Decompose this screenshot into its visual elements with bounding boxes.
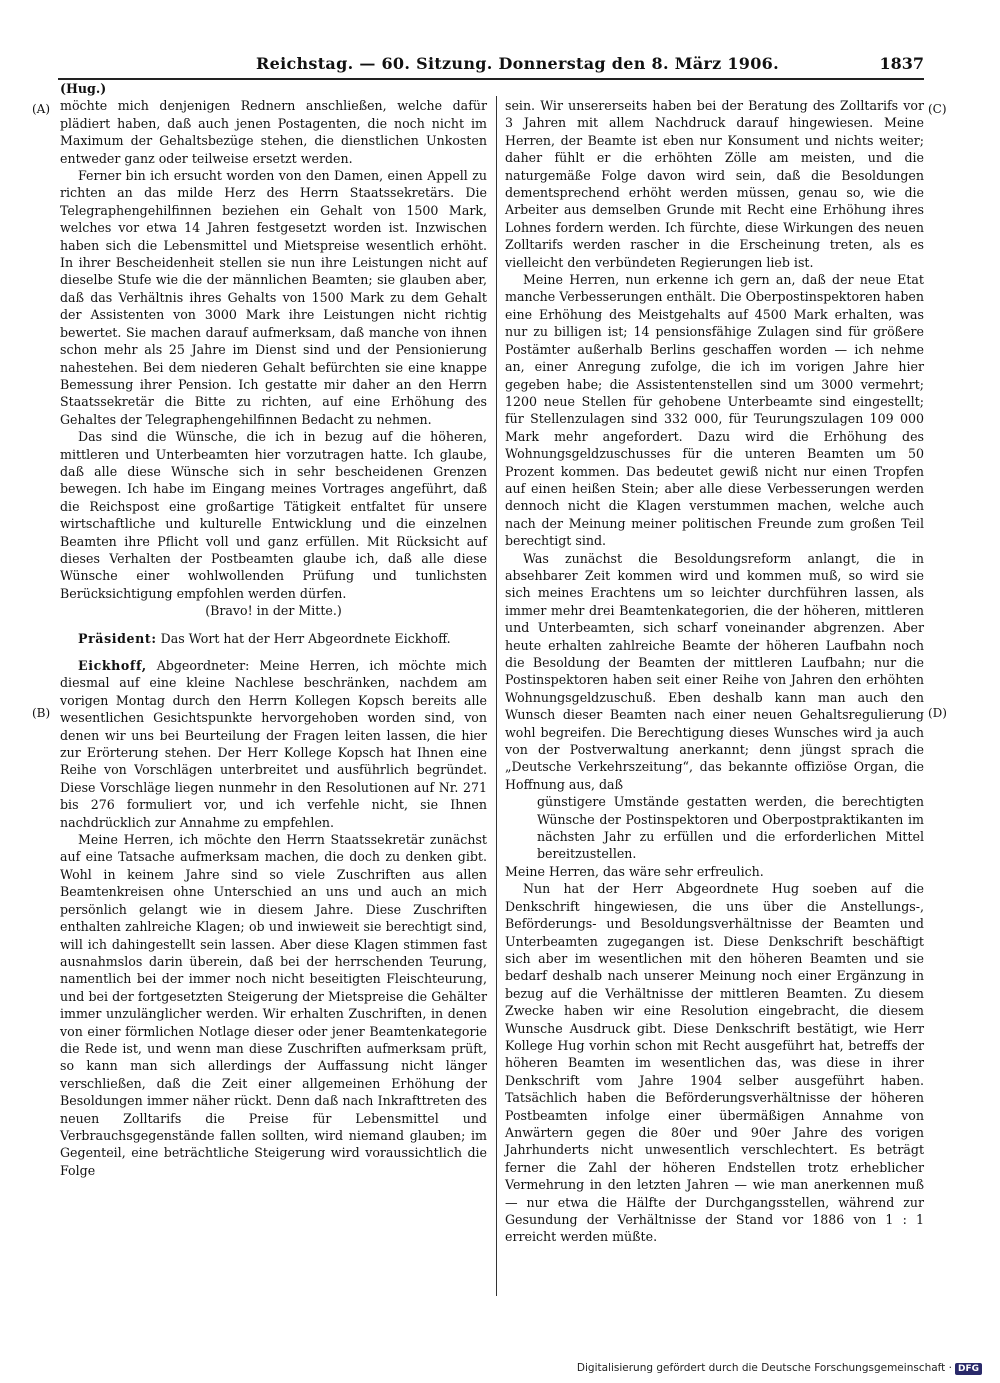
applause-note: (Bravo! in der Mitte.) [205, 603, 342, 619]
margin-marker-c: (C) [928, 102, 947, 116]
eickhoff-statement [60, 657, 487, 831]
running-title: Reichstag. — 60. Sitzung. Donnerstag den 8. März 1906. [256, 54, 779, 73]
left-column [60, 80, 487, 1179]
margin-marker-a: (A) [32, 102, 51, 116]
footer-text: Digitalisierung gefördert durch die Deutsche Forschungsgemeinschaft · [576, 1362, 952, 1374]
president-statement [60, 630, 487, 647]
paragraph: Das sind die Wünsche, die ich in bezug auf die höheren, mittleren und Unterbeamten hier vorzutragen hatte. Ich glaube, daß alle diese Wünsche sich in sehr bescheidenen Grenzen bewegen. Ich habe im Eingang meines Vortrages angeführt, daß die Reichspost eine großartige Tätigkeit entfaltet für unsere wirtschaftliche und kulturelle Entwicklung und die einzelnen Beamten ihre Pflicht voll und ganz erfüllen. Mit Rücksicht auf dieses Verhalten der Postbeamten glaube ich, daß alle diese Wünsche einer wohlwollenden Prüfung und tunlichsten Berücksichtigung empfohlen werden dürfen. [60, 429, 487, 601]
margin-marker-d: (D) [928, 706, 947, 720]
paragraph: möchte mich denjenigen Rednern anschließen, welche dafür plädiert haben, daß auch jenen Postagenten, die noch nicht im Maximum der Gehaltsbezüge stehen, die dienstlichen Unkosten entweder ganz oder teilweise ersetzt werden. [60, 98, 487, 166]
digitization-credit [577, 1362, 982, 1375]
right-column [505, 80, 924, 1246]
president-label: Präsident: [78, 630, 157, 646]
paragraph: Ferner bin ich ersucht worden von den Damen, einen Appell zu richten an das milde Herz des Herrn Staatssekretärs. Die Telegraphengehilfinnen beziehen ein Gehalt von 1500 Mark, welches vor etwa 14 Jahren festgesetzt worden ist. Inzwischen haben sich die Lebensmittel und Mietspreise wesentlich erhöht. In ihrer Bescheidenheit stellen sie nun ihre Leistungen nicht auf dieselbe Stufe wie die der männlichen Beamten; sie glauben aber, daß das Verhältnis ihres Gehalts von 1500 Mark zu dem Gehalt der Assistenten von 3000 Mark ihre Leistungen nicht richtig bewertet. Sie machen darauf aufmerksam, daß manche von ihnen schon mehr als 25 Jahre im Dienst sind und der Pensionierung nahestehen. Bei dem niederen Gehalt befürchten sie eine knappe Bemessung ihrer Pension. Ich gestatte mir daher an den Herrn Staatssekretär die Bitte zu richten, auf eine Erhöhung des Gehaltes der Telegraphengehilfinnen Bedacht zu nehmen. [60, 168, 487, 427]
paragraph: Nun hat der Herr Abgeordnete Hug soeben auf die Denkschrift hingewiesen, die uns über die Anstellungs-, Beförderungs- und Besoldungsverhältnisse der Beamten und Unterbeamten zugegangen ist. Diese Denkschrift beschäftigt sich aber im wesentlichen mit den höheren Beamten und sie bedarf deshalb nach unserer Meinung noch einer Ergänzung in bezug auf die Verhältnisse der mittleren Beamten. Zu diesem Zwecke haben wir eine Resolution eingebracht, die diesem Wunsche Ausdruck gibt. Diese Denkschrift bestätigt, wie Herr Kollege Hug vorhin schon mit Recht ausgeführt hat, betreffs der höheren Beamten im wesentlichen das, was diese in ihrer Denkschrift vom Jahre 1904 selber ausgeführt haben. Tatsächlich haben die Beförderungsverhältnisse der höheren Postbeamten infolge einer übermäßigen Annahme von Anwärtern gegen die 80er und 90er Jahre des vorigen Jahrhunderts nicht unwesentlich verschlechtert. Es beträgt ferner die Zahl der höheren Endstellen trotz erheblicher Vermehrung in den letzten Jahren — wie man anerkennen muß — nur etwa die Hälfte der Durchgangsstellen, während zur Gesundung der Verhältnisse der Stand vor 1886 von 1 : 1 erreicht werden müßte. [505, 881, 924, 1245]
eickhoff-label: Eickhoff, [78, 658, 147, 673]
page-number: 1837 [879, 54, 924, 73]
eickhoff-text: Abgeordneter: Meine Herren, ich möchte mich diesmal auf eine kleine Nachlese beschränken, nachdem am vorigen Montag durch den Herrn Kollegen Kopsch bereits alle wesentlichen Gesichtspunkte hervorgehoben worden sind, von denen wir uns bei Beurteilung der Fragen leiten lassen, die hier zur Erörterung stehen. Der Herr Kollege Kopsch hat Ihnen eine Reihe von Vorschlägen unterbreitet und ausführlich begründet. Diese Vorschläge liegen nunmehr in den Resolutionen auf Nr. 271 bis 276 formuliert vor, und ich verfehle nicht, sie Ihnen nachdrücklich zur Annahme zu empfehlen. [60, 658, 487, 830]
column-divider [496, 96, 497, 1296]
page-header [0, 52, 1000, 80]
paragraph: Meine Herren, ich möchte den Herrn Staatssekretär zunächst auf eine Tatsache aufmerksam machen, die doch zu denken gibt. Wohl in keinem Jahre sind so viele Zuschriften aus allen Beamtenkreisen ohne Unterschied an uns und auch an mich persönlich gelangt wie in diesem Jahre. Diese Zuschriften enthalten zahlreiche Klagen; ob und inwieweit sie berechtigt sind, will ich dahingestellt sein lassen. Aber diese Klagen stimmen fast ausnahmslos darin überein, daß bei der herrschenden Teurung, namentlich bei der immer noch nicht beseitigten Fleischteurung, und bei der fortgesetzten Steigerung der Mietspreise die Gehälter immer unzulänglicher werden. Wir erhalten Zuschriften, in denen von einer förmlichen Notlage dieser oder jener Beamtenkategorie die Rede ist, und wenn man diese Zuschriften aufmerksam prüft, so kann man sich allerdings der Auffassung nicht länger verschließen, daß die Zeit einer allgemeinen Erhöhung der Besoldungen immer näher rückt. Denn daß nach Inkrafttreten des neuen Zolltarifs die Preise für Lebensmittel und Verbrauchsgegenstände fallen sollten, wird niemand glauben; im Gegenteil, eine beträchtliche Steigerung wird voraussichtlich die Folge [60, 832, 487, 1178]
president-text: Das Wort hat der Herr Abgeordnete Eickhoff. [156, 630, 451, 646]
paragraph: Meine Herren, das wäre sehr erfreulich. [505, 863, 764, 879]
paragraph: Was zunächst die Besoldungsreform anlangt, die in absehbarer Zeit kommen wird und kommen muß, so wird sie sich meines Erachtens um so leichter durchführen lassen, als immer mehr drei Beamtenkategorien, die der höheren, mittleren und Unterbeamten, sich scharf voneinander abgrenzen. Aber heute erhalten zahlreiche Beamte der höheren Laufbahn noch die Besoldung der Beamten der mittleren Laufbahn; nur die Postinspektoren haben seit einer Reihe von Jahren den erhöhten Wohnungsgeldzuschuß. Eben deshalb kann man auch den Wunsch dieser Beamten nach einer neuen Gehaltsregulierung wohl begreifen. Die Berechtigung dieses Wunsches wird ja auch von der Postverwaltung anerkannt; denn jüngst sprach die „Deutsche Verkehrszeitung“, das bekannte offiziöse Organ, die Hoffnung aus, daß [505, 550, 924, 792]
paragraph: Meine Herren, nun erkenne ich gern an, daß der neue Etat manche Verbesserungen enthält. Die Oberpostinspektoren haben eine Erhöhung des Meistgehalts auf 4500 Mark erhalten, was nur zu billigen ist; 14 pensionsfähige Zulagen sind für größere Postämter außerhalb Berlins geschaffen worden — ich nehme an, einer Anregung zufolge, die ich im vorigen Jahre hier gegeben habe; die Assistentenstellen sind um 3000 vermehrt; 1200 neue Stellen für gehobene Unterbeamte sind eingestellt; für Stellenzulagen sind 332 000, für Teurungszulagen 109 000 Mark mehr angefordert. Dazu wird die Erhöhung des Wohnungsgeldzuschusses für die unteren Beamten um 50 Prozent kommen. Das bedeutet gewiß nicht nur einen Tropfen auf einen heißen Stein; aber alle diese Verbesserungen werden dennoch nicht die Klagen verstummen machen, welche auch nach der Meinung meiner politischen Freunde zum großen Teil berechtigt sind. [505, 272, 924, 549]
block-quote: günstigere Umstände gestatten werden, die berechtigten Wünsche der Postinspektoren und Oberpostpraktikanten im nächsten Jahr zu erfüllen und die erforderlichen Mittel bereitzustellen. [537, 794, 924, 862]
speaker-tag: (Hug.) [60, 81, 107, 96]
paragraph: sein. Wir unsererseits haben bei der Beratung des Zolltarifs vor 3 Jahren mit allem Nachdruck darauf hingewiesen. Meine Herren, der Beamte ist eben nur Konsument und nichts weiter; daher fühlt er die erhöhten Zölle am meisten, und die naturgemäße Folge davon wird sein, daß die Besoldungen dementsprechend erhöht werden müssen, genau so, wie die Arbeiter aus demselben Grunde mit Recht eine Erhöhung ihres Lohnes fordern werden. Ich fürchte, diese Wirkungen des neuen Zolltarifs werden rascher in die Erscheinung treten, als es vielleicht den verbündeten Regierungen lieb ist. [505, 98, 924, 270]
dfg-logo: DFG [955, 1363, 982, 1375]
margin-marker-b: (B) [32, 706, 51, 720]
